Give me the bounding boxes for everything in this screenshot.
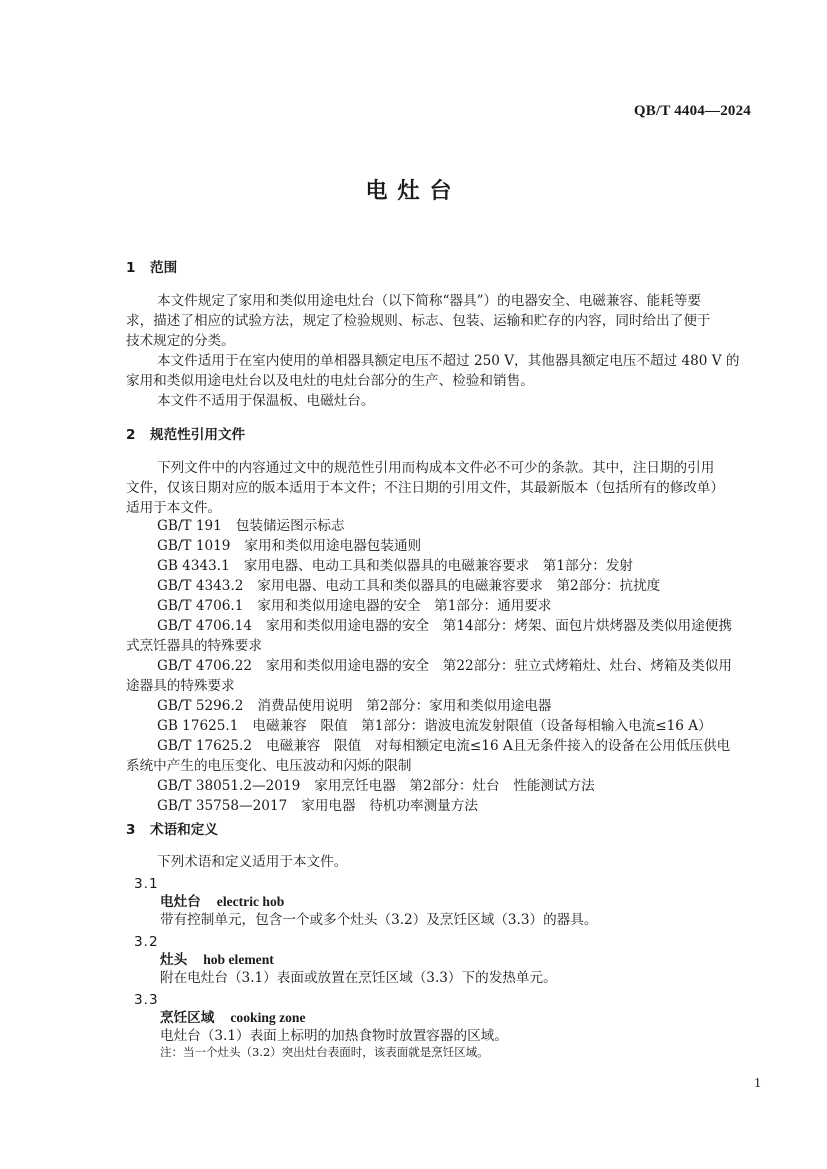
term-heading: 灶头 hob element [160,952,274,968]
section-1-line: 技术规定的分类。 [126,333,235,349]
section-3-heading: 3 术语和定义 [126,822,218,838]
section-1-line: 本文件不适用于保温板、电磁灶台。 [157,393,375,409]
page-number: 1 [754,1076,761,1091]
section-1-line: 本文件规定了家用和类似用途电灶台（以下简称“器具”）的电器安全、电磁兼容、能耗等要 [157,293,702,309]
reference-item: GB/T 1019 家用和类似用途电器包装通则 [157,538,422,554]
reference-item: GB 17625.1 电磁兼容 限值 第1部分：谐波电流发射限值（设备每相输入电流≤16 A） [157,718,712,734]
section-1-line: 本文件适用于在室内使用的单相器具额定电压不超过 250 V，其他器具额定电压不超过 480 V 的 [157,353,740,369]
reference-item-continuation: 途器具的特殊要求 [126,678,235,694]
section-1-line: 家用和类似用途电灶台以及电灶的电灶台部分的生产、检验和销售。 [126,373,534,389]
reference-item: GB 4343.1 家用电器、电动工具和类似器具的电磁兼容要求 第1部分：发射 [157,558,634,574]
reference-item: GB/T 4706.14 家用和类似用途电器的安全 第14部分：烤架、面包片烘烤器及类似用途便携 [157,618,732,634]
reference-item-continuation: 系统中产生的电压变化、电压波动和闪烁的限制 [126,758,412,774]
term-number: 3.2 [134,934,159,950]
reference-item-continuation: 式烹饪器具的特殊要求 [126,638,262,654]
term-heading: 电灶台 electric hob [160,894,285,910]
section-2-intro-line: 适用于本文件。 [126,500,222,516]
term-number: 3.1 [134,876,159,892]
section-1-heading: 1 范围 [126,260,178,276]
reference-item: GB/T 4343.2 家用电器、电动工具和类似器具的电磁兼容要求 第2部分：抗扰度 [157,578,661,594]
term-note: 注：当一个灶头（3.2）突出灶台表面时，该表面就是烹饪区域。 [160,1045,489,1059]
reference-item: GB/T 4706.1 家用和类似用途电器的安全 第1部分：通用要求 [157,598,552,614]
term-heading: 烹饪区域 cooking zone [160,1010,306,1026]
reference-item: GB/T 191 包装储运图示标志 [157,518,345,534]
reference-item: GB/T 5296.2 消费品使用说明 第2部分：家用和类似用途电器 [157,698,552,714]
standard-number: QB/T 4404—2024 [633,103,751,119]
section-1-line: 求，描述了相应的试验方法，规定了检验规则、标志、包装、运输和贮存的内容，同时给出了便于 [126,313,711,329]
term-definition: 电灶台（3.1）表面上标明的加热食物时放置容器的区域。 [160,1028,508,1044]
term-number: 3.3 [134,992,159,1008]
reference-item: GB/T 4706.22 家用和类似用途电器的安全 第22部分：驻立式烤箱灶、灶台、烤箱及类似用 [157,658,732,674]
section-3-intro: 下列术语和定义适用于本文件。 [157,854,348,870]
section-2-heading: 2 规范性引用文件 [126,427,246,443]
term-definition: 附在电灶台（3.1）表面或放置在烹饪区域（3.3）下的发热单元。 [160,970,557,986]
section-2-intro-line: 文件，仅该日期对应的版本适用于本文件；不注日期的引用文件，其最新版本（包括所有的修改单） [126,480,725,496]
reference-item: GB/T 35758—2017 家用电器 待机功率测量方法 [157,798,478,814]
reference-item: GB/T 17625.2 电磁兼容 限值 对每相额定电流≤16 A且无条件接入的设备在公用低压供电 [157,738,731,754]
section-2-intro-line: 下列文件中的内容通过文中的规范性引用而构成本文件必不可少的条款。其中，注日期的引用 [157,460,715,476]
reference-item: GB/T 38051.2—2019 家用烹饪电器 第2部分：灶台 性能测试方法 [157,778,595,794]
term-definition: 带有控制单元，包含一个或多个灶头（3.2）及烹饪区域（3.3）的器具。 [160,912,598,928]
document-title: 电灶台 [365,179,462,204]
